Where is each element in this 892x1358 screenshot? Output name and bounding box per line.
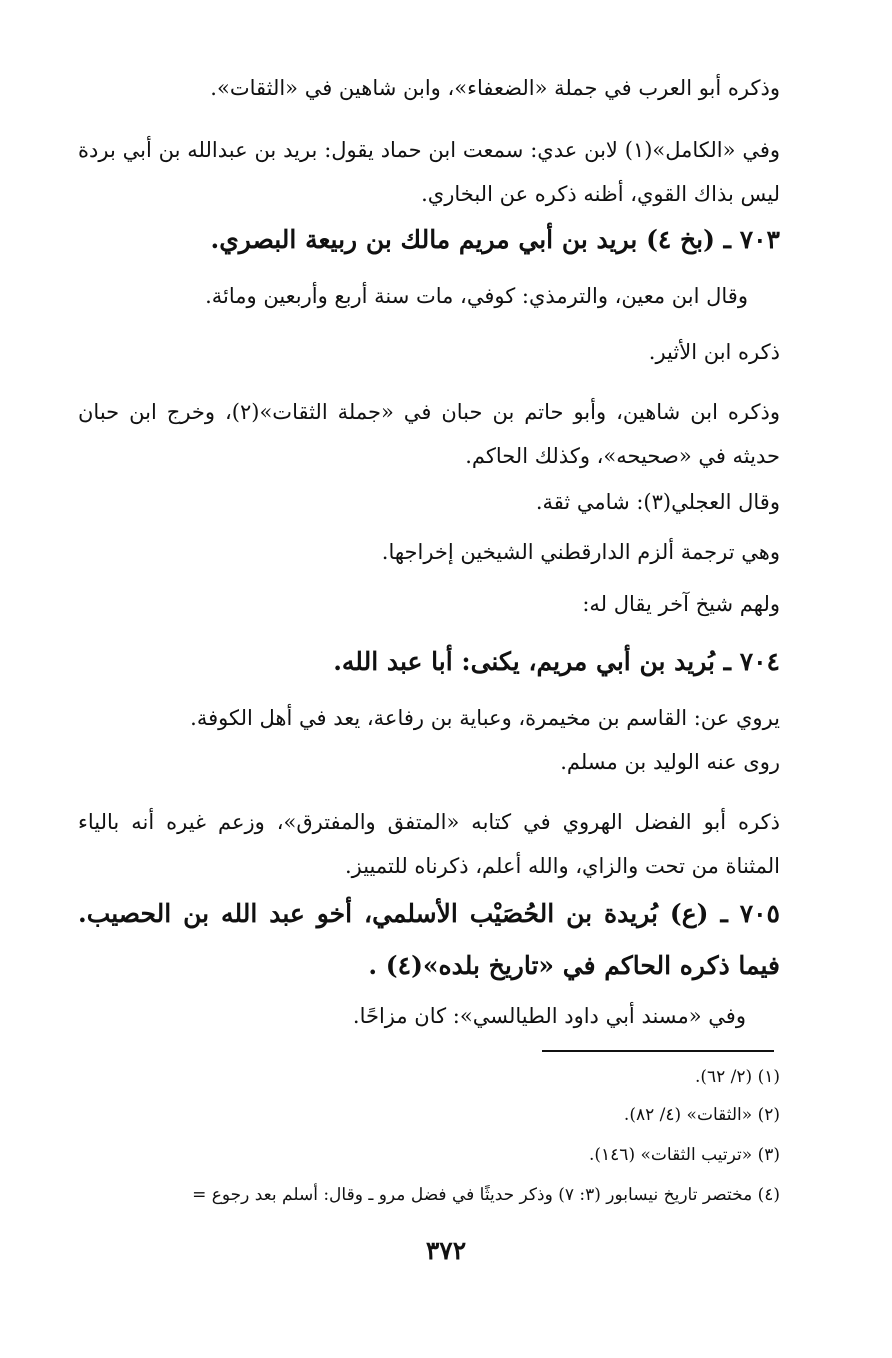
entry-heading-703: ٧٠٣ ـ (بخ ٤) بريد بن أبي مريم مالك بن ربيعة البصري.	[210, 225, 780, 254]
footnote-4: (٤) مختصر تاريخ نيسابور (٣: ٧) وذكر حديثًا في فضل مرو ـ وقال: أسلم بعد رجوع =	[192, 1185, 780, 1205]
footnote-1: (١) (٢/ ٦٢).	[694, 1067, 780, 1087]
paragraph-al-kamil: وفي «الكامل»(١) لابن عدي: سمعت ابن حماد يقول: بريد بن عبدالله بن أبي بردة ليس بذاك القوي، أظنه ذكره عن البخاري.	[78, 138, 780, 206]
paragraph-ibn-al-athir: ذكره ابن الأثير.	[648, 340, 780, 364]
paragraph-al-harawi: ذكره أبو الفضل الهروي في كتابه «المتفق والمفترق»، وزعم غيره أنه بالياء المثناة من تحت والزاي، والله أعلم، ذكرناه للتمييز.	[78, 810, 780, 878]
page-number: ٣٧٢	[425, 1236, 467, 1265]
footnote-separator	[542, 1050, 774, 1052]
paragraph-another-shaykh: ولهم شيخ آخر يقال له:	[582, 592, 780, 616]
paragraph-abu-al-arab: وذكره أبو العرب في جملة «الضعفاء»، وابن شاهين في «الثقات».	[210, 76, 780, 100]
paragraph-musnad-tayalisi: وفي «مسند أبي داود الطيالسي»: كان مزاحًا.	[352, 1004, 746, 1028]
paragraph-ibn-shahin: وذكره ابن شاهين، وأبو حاتم بن حبان في «جملة الثقات»(٢)، وخرج ابن حبان حديثه في «صحيحه»، وكذلك الحاكم.	[78, 400, 780, 468]
paragraph-rawa-anhu: روى عنه الوليد بن مسلم.	[560, 750, 780, 774]
footnote-2: (٢) «الثقات» (٤/ ٨٢).	[623, 1105, 780, 1125]
entry-heading-704: ٧٠٤ ـ بُريد بن أبي مريم، يكنى: أبا عبد الله.	[333, 647, 780, 676]
paragraph-yarwi-an: يروي عن: القاسم بن مخيمرة، وعباية بن رفاعة، يعد في أهل الكوفة.	[190, 706, 780, 730]
footnote-3: (٣) «ترتيب الثقات» (١٤٦).	[589, 1145, 780, 1165]
paragraph-daraqutni: وهي ترجمة ألزم الدارقطني الشيخين إخراجها.	[381, 540, 780, 564]
paragraph-ibn-main: وقال ابن معين، والترمذي: كوفي، مات سنة أربع وأربعين ومائة.	[205, 284, 748, 308]
entry-heading-705: ٧٠٥ ـ (ع) بُريدة بن الحُصَيْب الأسلمي، أخو عبد الله بن الحصيب. فيما ذكره الحاكم في «تاريخ بلده»(٤) .	[78, 899, 780, 980]
paragraph-al-ijli: وقال العجلي(٣): شامي ثقة.	[535, 490, 780, 514]
